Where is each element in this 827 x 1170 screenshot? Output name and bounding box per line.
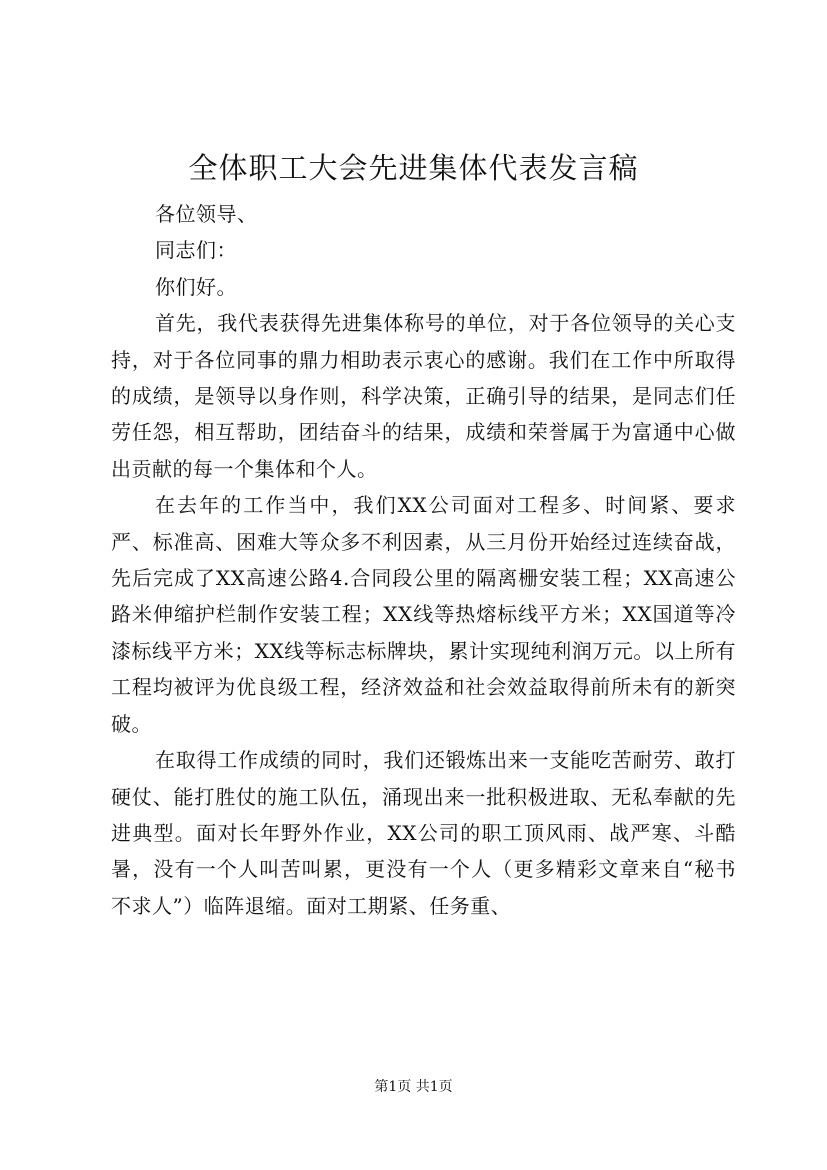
greeting: 你们好。 xyxy=(155,274,237,299)
document-body xyxy=(111,196,736,924)
paragraph-thanks: 首先，我代表获得先进集体称号的单位，对于各位领导的关心支持，对于各位同事的鼎力相助表示衷心的感谢。我们在工作中所取得的成绩，是领导以身作则，科学决策，正确引导的结果，是同志们任劳任怨，相互帮助，团结奋斗的结果，成绩和荣誉属于为富通中心做出贡献的每一个集体和个人。 xyxy=(111,311,736,481)
salutation-leaders: 各位领导、 xyxy=(155,202,258,226)
paragraph-achievements: 在去年的工作当中，我们XX公司面对工程多、时间紧、要求严、标准高、困难大等众多不利因素，从三月份开始经过连续奋战，先后完成了XX高速公路4.合同段公里的隔离栅安装工程；XX高速公路米伸缩护栏制作安装工程；XX线等热熔标线平方米；XX国道等冷漆标线平方米；XX线等标志标牌块，累计实现纯利润万元。以上所有工程均被评为优良级工程，经济效益和社会效益取得前所未有的新突破。 xyxy=(111,493,736,736)
page-footer: 第1页 共1页 xyxy=(374,1079,453,1095)
salutation-comrades: 同志们： xyxy=(155,238,237,263)
document-title: 全体职工大会先进集体代表发言稿 xyxy=(188,151,639,185)
paragraph-team: 在取得工作成绩的同时，我们还锻炼出来一支能吃苦耐劳、敢打硬仗、能打胜仗的施工队伍，涌现出来一批积极进取、无私奉献的先进典型。面对长年野外作业，XX公司的职工顶风雨、战严寒、斗酷暑，没有一个人叫苦叫累，更没有一个人（更多精彩文章来自“秘书不求人”）临阵退缩。面对工期紧、任务重、 xyxy=(111,748,736,918)
